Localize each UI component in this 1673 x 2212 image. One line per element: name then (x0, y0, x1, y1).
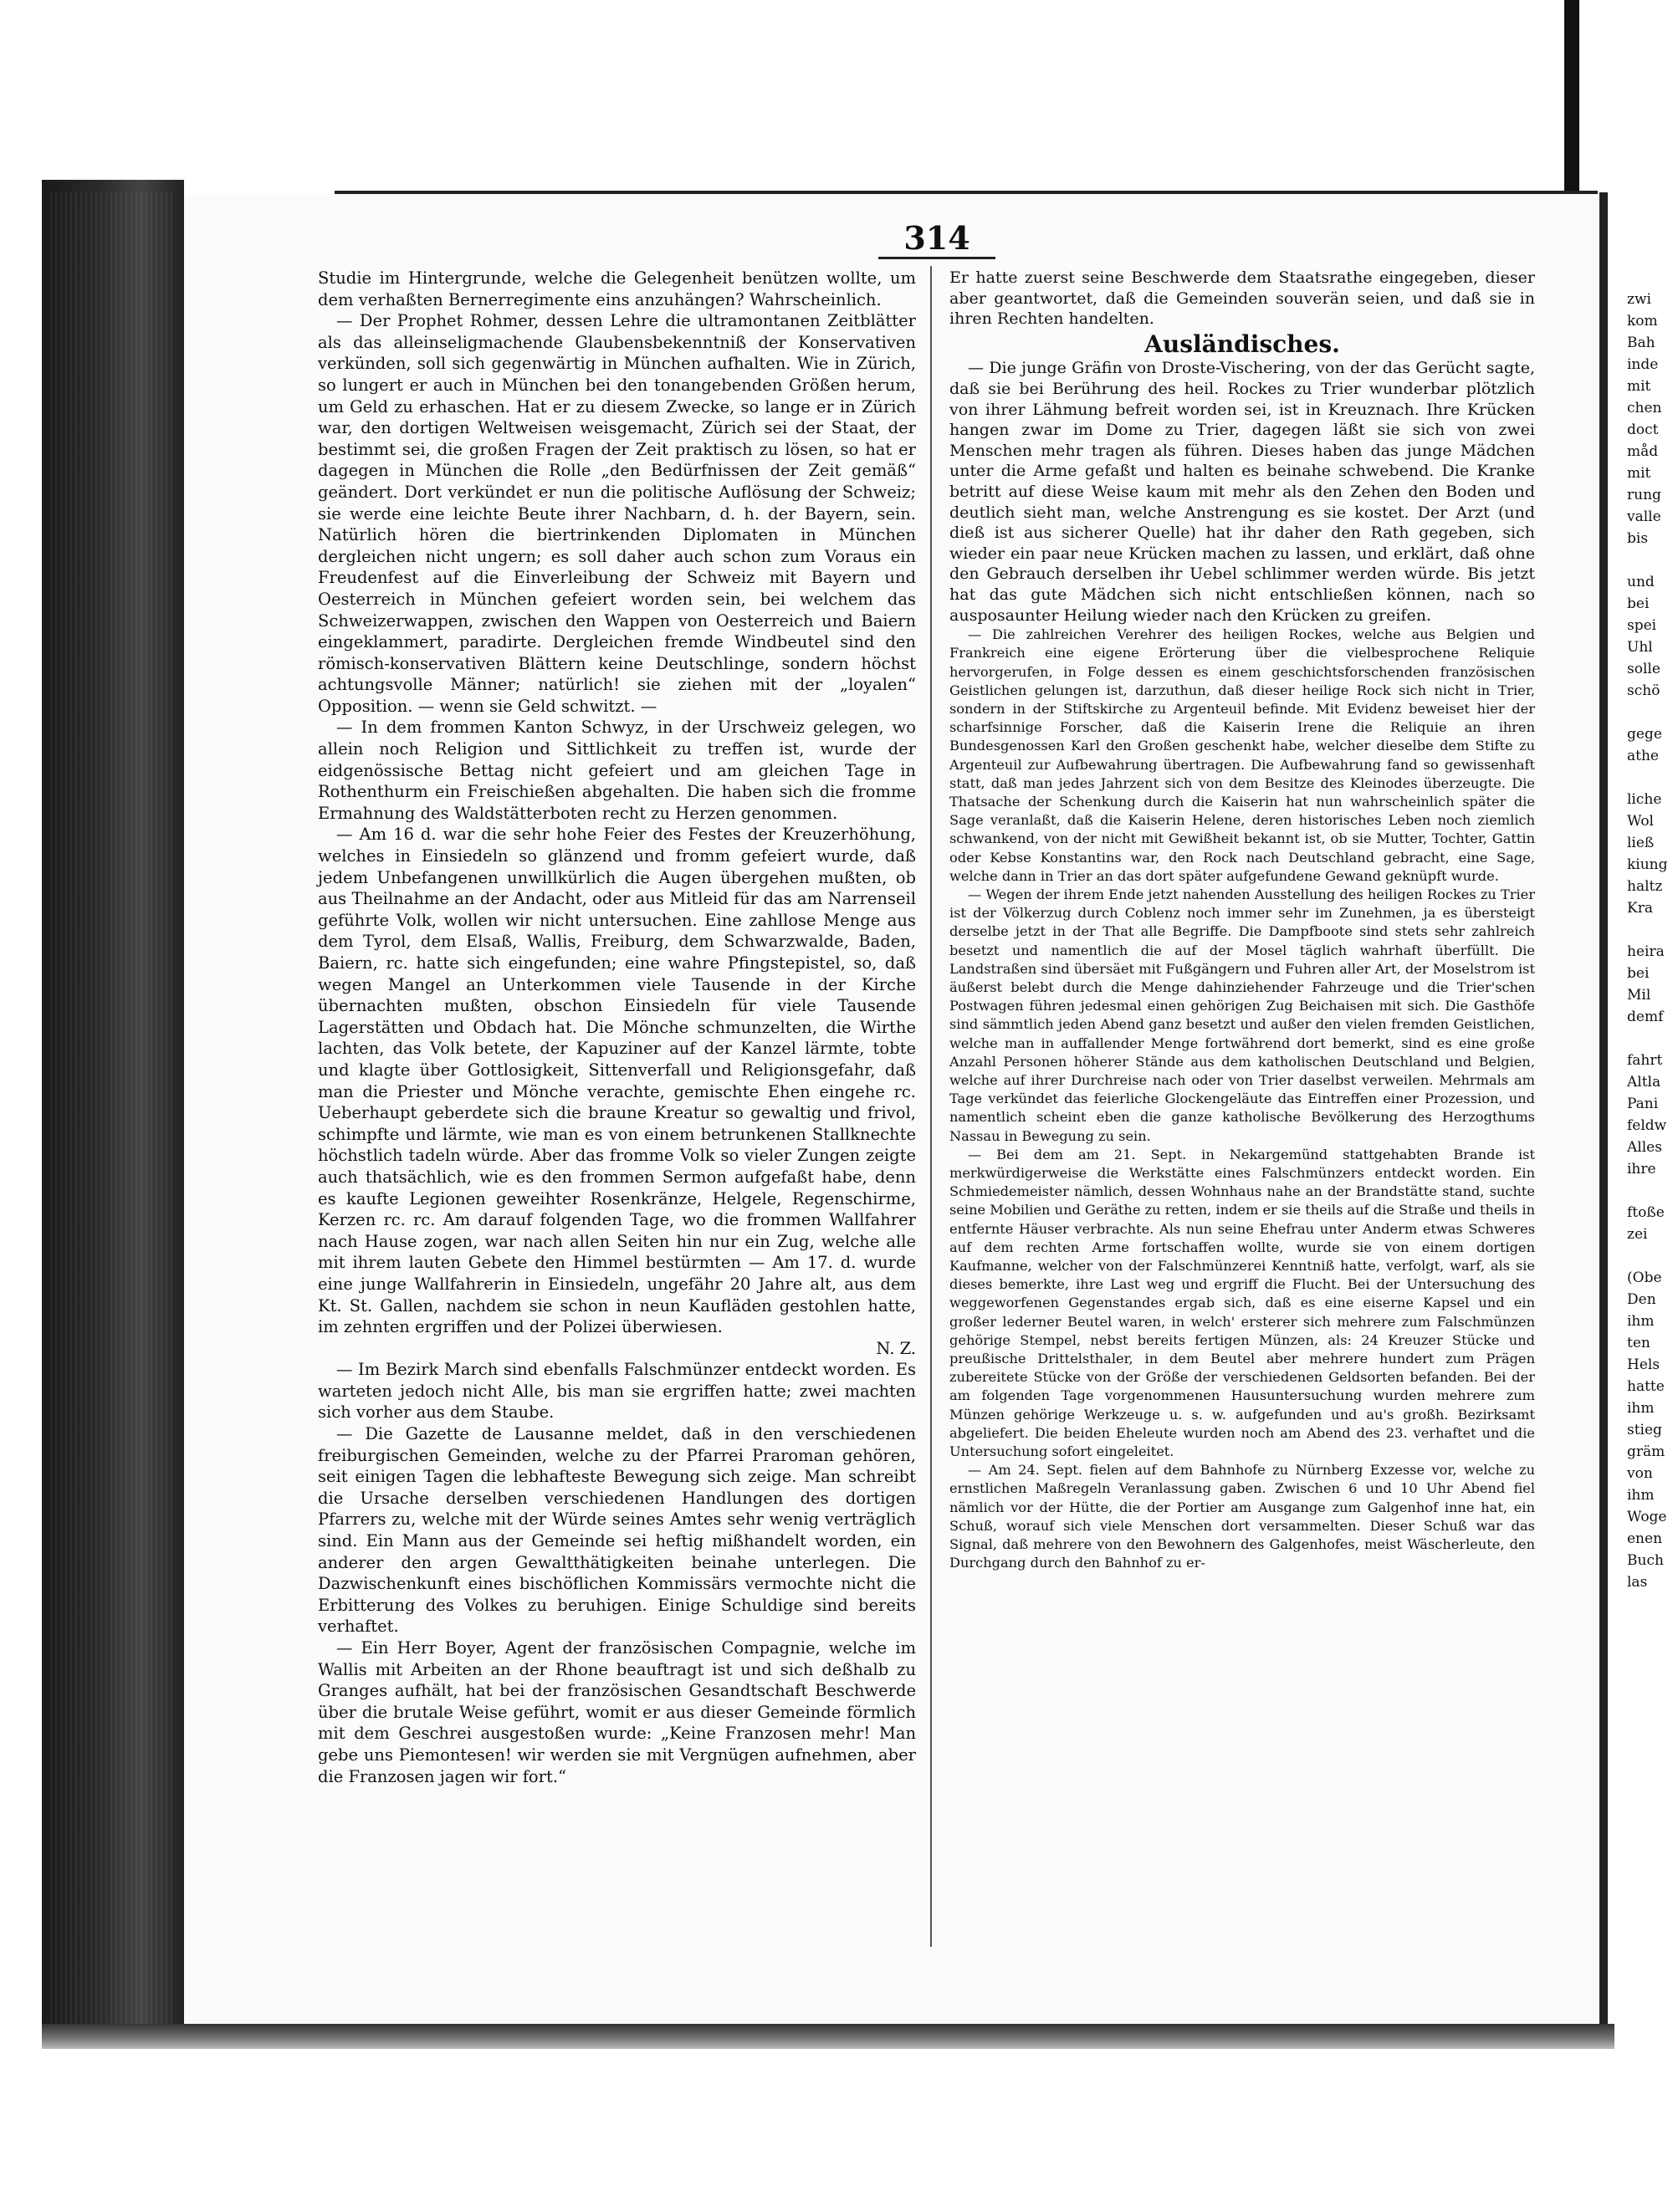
fragment-line: schö (1627, 682, 1660, 699)
fragment-line: liche (1627, 791, 1662, 808)
fragment-line: mit (1627, 465, 1651, 482)
fragment-line: ließ (1627, 835, 1655, 851)
article-paragraph: — Der Prophet Rohmer, dessen Lehre die ultramontanen Zeitblätter als das alleinseligmachende Glaubensbekenntniß der Konservativen verkünden, soll sich gegenwärtig in München aufhalten. Wie in Zürich, so lungert er auch in München bei den tonangebenden Größen herum, um Geld zu erhaschen. Hat er zu diesem Zwecke, so lange er in Zürich war, den dortigen Weltweisen weisgemacht, Zürich sei der Staat, der bestimmt sei, die großen Fragen der Zeit praktisch zu lösen, so hat er dagegen in München die Rolle „den Bedürfnissen der Zeit gemäß“ geändert. Dort verkündet er nun die politische Auflösung der Schweiz; sie werde eine leichte Beute ihrer Nachbarn, d. h. der Bayern, sein. Natürlich hören die biertrinkenden Diplomaten in München dergleichen nicht ungern; es soll daher auch schon zum Voraus ein Freudenfest auf die Einverleibung der Schweiz mit Bayern und Oesterreich in München gefeiert worden sein, bei welchem das Schweizerwappen, zwischen den Wappen von Oesterreich und Baiern eingeklammert, paradirte. Dergleichen fremde Windbeutel sind den römisch-konservativen Blättern keine Deutschlinge, sondern höchst achtungsvolle Männer; natürlich! sie ziehen mit der „loyalen“ Opposition. — wenn sie Geld schwitzt. — (318, 311, 916, 716)
fragment-line: Mil (1627, 987, 1651, 1004)
article-paragraph: — In dem frommen Kanton Schwyz, in der Urschweiz gelegen, wo allein noch Religion und Sittlichkeit zu treffen ist, wurde der eidgenössische Bettag nicht gefeiert und am gleichen Tage in Rothenthurm ein Freischießen abgehalten. Die haben sich die fromme Ermahnung des Waldstätterboten recht zu Herzen genommen. (318, 718, 916, 823)
fragment-line: ihm (1627, 1487, 1655, 1504)
fragment-line: Uhl (1627, 639, 1653, 656)
next-page-fragment (1627, 289, 1673, 1593)
fragment-line: fahrt (1627, 1052, 1663, 1069)
fragment-line: ihre (1627, 1161, 1656, 1178)
left-column (318, 268, 916, 1787)
fragment-line: ftoße (1627, 1204, 1665, 1221)
fragment-line: heira (1627, 943, 1665, 960)
fragment-line: hatte (1627, 1378, 1665, 1395)
fragment-line: solle (1627, 661, 1660, 677)
fragment-line: (Obe (1627, 1269, 1662, 1286)
fragment-line: athe (1627, 748, 1659, 764)
fragment-line: Pani (1627, 1096, 1659, 1112)
gutter-shadow (1599, 192, 1608, 2032)
fragment-line: doct (1627, 421, 1659, 438)
fragment-line (1627, 767, 1673, 789)
right-column (949, 268, 1535, 1572)
article-paragraph: Er hatte zuerst seine Beschwerde dem Staatsrathe eingegeben, dieser aber geantwortet, daß die Gemeinden souverän seien, und daß sie in ihren Rechten handelten. (949, 268, 1535, 329)
column-divider (930, 266, 932, 1947)
fragment-line: demf (1627, 1009, 1664, 1025)
fragment-line (1627, 549, 1673, 571)
fragment-line: ihm (1627, 1400, 1655, 1417)
fragment-line: rung (1627, 487, 1661, 503)
article-paragraph-small: — Wegen der ihrem Ende jetzt nahenden Ausstellung des heiligen Rockes zu Trier ist der Völkerzug durch Coblenz noch immer sehr im Zunehmen, ja es übersteigt derselbe jetzt in der That alle Begriffe. Die Dampfboote sind stets sehr zahlreich besetzt und namentlich die auf der Mosel täglich wahrhaft überfüllt. Die Landstraßen sind übersäet mit Fußgängern und Fuhren aller Art, der Moselstrom ist äußerst belebt durch die Menge dahinziehender Fahrzeuge und die Trier'schen Postwagen führen jedesmal einen gehörigen Zug Beichaisen mit sich. Die Gasthöfe sind sämmtlich jeden Abend ganz besetzt und außer den vielen fremden Geistlichen, welche man in auffallender Menge fortwährend dort bemerkt, sind es eine große Anzahl Personen höherer Stände aus dem katholischen Deutschland und Belgien, welche auf ihrer Durchreise nach oder von Trier daselbst verweilen. Mehrmals am Tage verkündet das feierliche Glockengeläute das Eintreffen einer Prozession, und namentlich scheint eben die ganze katholische Bevölkerung des Herzogthums Nassau in Bewegung zu sein. (949, 886, 1535, 1144)
article-paragraph: — Im Bezirk March sind ebenfalls Falschmünzer entdeckt worden. Es warteten jedoch nicht Alle, bis man sie ergriffen hatte; zwei machten sich vorher aus dem Staube. (318, 1360, 916, 1423)
article-paragraph-small: — Bei dem am 21. Sept. in Nekargemünd stattgehabten Brande ist merkwürdigerweise die Werkstätte eines Falschmünzers entdeckt worden. Ein Schmiedemeister nämlich, dessen Wohnhaus nahe an der Brandstätte stand, suchte seine Mobilien und Geräthe zu retten, indem er sie theils auf die Straße und theils in entfernte Häuser verbrachte. Als nun seine Ehefrau unter Anderm etwas Schweres auf dem rechten Arme fortschaffen wollte, wurde sie von einem dortigen Kaufmanne, welcher von der Falschmünzerei Kenntniß hatte, verfolgt, warf, als sie dieses bemerkte, ihre Last weg und ergriff die Flucht. Bei der Untersuchung des weggeworfenen Gegenstandes ergab sich, daß es eine eiserne Kapsel und ein großer lederner Beutel waren, in welch' ersterer sich mehrere zum Falschmünzen gehörige Stempel, nebst bereits fertigen Münzen, als: 24 Kreuzer Stücke und preußische Drittelsthaler, in dem Beutel aber mehrere hundert zum Prägen zubereitete Stücke von der Größe der verschiedenen Geldsorten befanden. Bei der am folgenden Tage vorgenommenen Hausuntersuchung wurden mehrere zum Münzen gehörige Werkzeuge u. s. w. aufgefunden und au's großh. Bezirksamt abgeliefert. Die beiden Eheleute wurden noch am Abend des 23. verhaftet und die Untersuchung sofort eingeleitet. (949, 1146, 1535, 1460)
fragment-line: gräm (1627, 1443, 1665, 1460)
fragment-line: spei (1627, 617, 1657, 634)
fragment-line: zwi (1627, 291, 1651, 308)
fragment-line (1627, 1028, 1673, 1050)
fragment-line: ten (1627, 1335, 1650, 1351)
fragment-line: bei (1627, 595, 1650, 612)
fragment-line: feldw (1627, 1117, 1667, 1134)
fragment-line: Wol (1627, 813, 1654, 830)
article-paragraph: — Die junge Gräfin von Droste-Vischering, von der das Gerücht sagte, daß sie bei Berührung des heil. Rockes zu Trier wunderbar plötzlich von ihrer Lähmung befreit worden sei, ist in Kreuznach. Ihre Krücken hangen zwar im Dome zu Trier, dagegen läßt sie sich von zwei Menschen mehr tragen als führen. Dieses haben das junge Mädchen unter die Arme gefaßt und halten es beinahe schwebend. Die Kranke betritt auf diese Weise kaum mit mehr als den Zehen den Boden und deutlich sieht man, welche Anstrengung es sie kostet. Der Arzt (und dieß ist aus sicherer Quelle) hat ihr daher den Rath gegeben, sich wieder ein paar neue Krücken machen zu lassen, und erklärt, daß ohne den Gebrauch derselben ihr Uebel schlimmer werden würde. Bis jetzt hat das gute Mädchen sich nicht entschließen können, nach so ausposaunter Heilung wieder nach den Krücken zu greifen. (949, 359, 1535, 625)
fragment-line: kom (1627, 313, 1658, 330)
fragment-line: bis (1627, 530, 1649, 547)
fragment-line: Woge (1627, 1509, 1667, 1525)
page-number: 314 (878, 219, 995, 259)
right-edge-shadow (1564, 0, 1579, 217)
fragment-line: Buch (1627, 1552, 1664, 1569)
article-paragraph: — Am 16 d. war die sehr hohe Feier des Festes der Kreuzerhöhung, welches in Einsiedeln so glänzend und fromm gefeiert wurde, daß jedem Unbefangenen unwillkürlich die Augen übergehen mußten, ob aus Theilnahme an der Andacht, oder aus Mitleid für das am Narrenseil geführte Volk, wollen wir nicht untersuchen. Eine zahllose Menge aus dem Tyrol, dem Elsaß, Wallis, Freiburg, dem Schwarzwalde, Baden, Baiern, rc. hatte sich eingefunden; eine wahre Pfingstepistel, so, daß wegen Mangel an Unterkommen viele Tausende in der Kirche übernachten mußten, obschon Einsiedeln für viele Tausende Lagerstätten und Obdach hat. Die Mönche schmunzelten, die Wirthe lachten, das Volk betete, der Kapuziner auf der Kanzel lärmte, tobte und klagte über Gottlosigkeit, Sittenverfall und Religionsgefahr, daß man die Priester und Mönche verachte, gemischte Ehen eingehe rc. Ueberhaupt geberdete sich die braune Kreatur so gewaltig und frivol, schimpfte und lärmte, wie man es von einem betrunkenen Stallknechte höchstlich tadeln würde. Aber das fromme Volk so vieler Zungen zeigte auch thatsächlich, wie es den frommen Sermon aufgefaßt habe, denn es kaufte Legionen geweihter Rosenkränze, Helgele, Regenschirme, Kerzen rc. rc. Am darauf folgenden Tage, wo die frommen Wallfahrer nach Hause zogen, war nach allen Seiten hin nur ein Zug, welche alle mit ihrem lauten Gebete den Himmel bestürmten — Am 17. d. wurde eine junge Wallfahrerin in Einsiedeln, ungefähr 20 Jahre alt, aus dem Kt. St. Gallen, nachdem sie schon in neun Kaufläden gestohlen hatte, im zehnten ergriffen und der Polizei überwiesen. (318, 825, 916, 1337)
fragment-line: enen (1627, 1530, 1663, 1547)
article-signature: N. Z. (876, 1338, 916, 1358)
fragment-line: kiung (1627, 856, 1668, 873)
fragment-line: von (1627, 1465, 1653, 1482)
fragment-line: ihm (1627, 1313, 1655, 1330)
fragment-line: Den (1627, 1291, 1656, 1308)
fragment-line: Alles (1627, 1139, 1662, 1156)
fragment-line (1627, 1180, 1673, 1202)
fragment-line: Hels (1627, 1356, 1660, 1373)
fragment-line: Bah (1627, 335, 1655, 351)
fragment-line: gege (1627, 726, 1662, 743)
fragment-line: valle (1627, 508, 1661, 525)
bottom-edge-shadow (42, 2024, 1614, 2049)
fragment-line: stieg (1627, 1422, 1662, 1438)
fragment-line: zei (1627, 1226, 1648, 1243)
fragment-line: chen (1627, 400, 1662, 416)
article-paragraph-small: — Am 24. Sept. fielen auf dem Bahnhofe zu Nürnberg Exzesse vor, welche zu ernstlichen Maßregeln Veranlassung gaben. Zwischen 6 und 10 Uhr Abend fiel nämlich vor der Hütte, die der Portier am Ausgange zum Galgenhof inne hat, ein Schuß, worauf sich viele Menschen dort versammelten. Dieser Schuß war das Signal, daß mehrere von den Bewohnern des Galgenhofes, meist Wäscherleute, den Durchgang durch den Bahnhof zu er- (949, 1462, 1535, 1571)
fragment-line: Altla (1627, 1074, 1661, 1091)
fragment-line: las (1627, 1574, 1648, 1591)
article-paragraph: — Ein Herr Boyer, Agent der französischen Compagnie, welche im Wallis mit Arbeiten an der Rhone beauftragt ist und sich deßhalb zu Granges aufhält, hat bei der französischen Gesandtschaft Beschwerde über die brutale Weise geführt, womit er aus dieser Gemeinde förmlich mit dem Geschrei ausgestoßen wurde: „Keine Franzosen mehr! Man gebe uns Piemontesen! wir werden sie mit Vergnügen aufnehmen, aber die Franzosen jagen wir fort.“ (318, 1638, 916, 1786)
article-paragraph-small: — Die zahlreichen Verehrer des heiligen Rockes, welche aus Belgien und Frankreich eine eigene Erörterung über die vielbesprochene Reliquie hervorgerufen, in Folge dessen es einem geschichtsforschenden französischen Geistlichen gelungen ist, darzuthun, daß dieser heilige Rock sich nicht in Trier, sondern in der Stiftskirche zu Argenteuil befinde. Mit Evidenz beweiset hier der scharfsinnige Forscher, daß die Kaiserin Irene die Reliquie an ihren Bundesgenossen Karl den Großen geschenkt habe, welcher dieselbe dem Stifte zu Argenteuil zur Aufbewahrung übertragen. Die Aufbewahrung fand so gewissenhaft statt, daß man jedes Jahrzent sich von dem Besitze des Kleinodes überzeugte. Die Thatsache der Schenkung durch die Kaiserin hat nun wahrscheinlich später die Sage veranlaßt, daß die Kaiserin Helene, deren historisches Leben noch ziemlich schwankend, von der nicht mit Gewißheit bekannt ist, ob sie Mutter, Tochter, Gattin oder Kebse Konstantins war, den Rock nach Deutschland gebracht, eine Sage, welche dann in Trier an das dort später aufgefundene Gewand geknüpft wurde. (949, 626, 1535, 884)
fragment-line: mit (1627, 378, 1651, 395)
fragment-line (1627, 919, 1673, 941)
fragment-line: inde (1627, 356, 1659, 373)
fragment-line: haltz (1627, 878, 1663, 895)
article-paragraph: — Die Gazette de Lausanne meldet, daß in den verschiedenen freiburgischen Gemeinden, welche zu der Pfarrei Praroman gehören, seit einigen Tagen die lebhafteste Bewegung sich zeige. Man schreibt die Ursache derselben verschiedenen Handlungen des dortigen Pfarrers zu, welche mit der Würde seines Amtes sehr wenig verträglich sind. Ein Mann aus der Gemeinde sei heftig mißhandelt worden, ein anderer den argen Gewaltthätigkeiten beinahe unterlegen. Die Dazwischenkunft eines bischöflichen Kommissärs vermochte nicht die Erbitterung des Volkes zu beruhigen. Einige Schuldige sind bereits verhaftet. (318, 1424, 916, 1637)
page-edges (50, 192, 176, 2024)
fragment-line: bei (1627, 965, 1650, 982)
article-paragraph: Studie im Hintergrunde, welche die Gelegenheit benützen wollte, um dem verhaßten Bernerregimente eins anzuhängen? Wahrscheinlich. (318, 268, 916, 309)
fragment-line: Kra (1627, 900, 1653, 917)
fragment-line: måd (1627, 443, 1659, 460)
fragment-line: und (1627, 574, 1655, 590)
fragment-line (1627, 1245, 1673, 1267)
section-heading: Ausländisches. (1144, 330, 1340, 358)
fragment-line (1627, 702, 1673, 723)
